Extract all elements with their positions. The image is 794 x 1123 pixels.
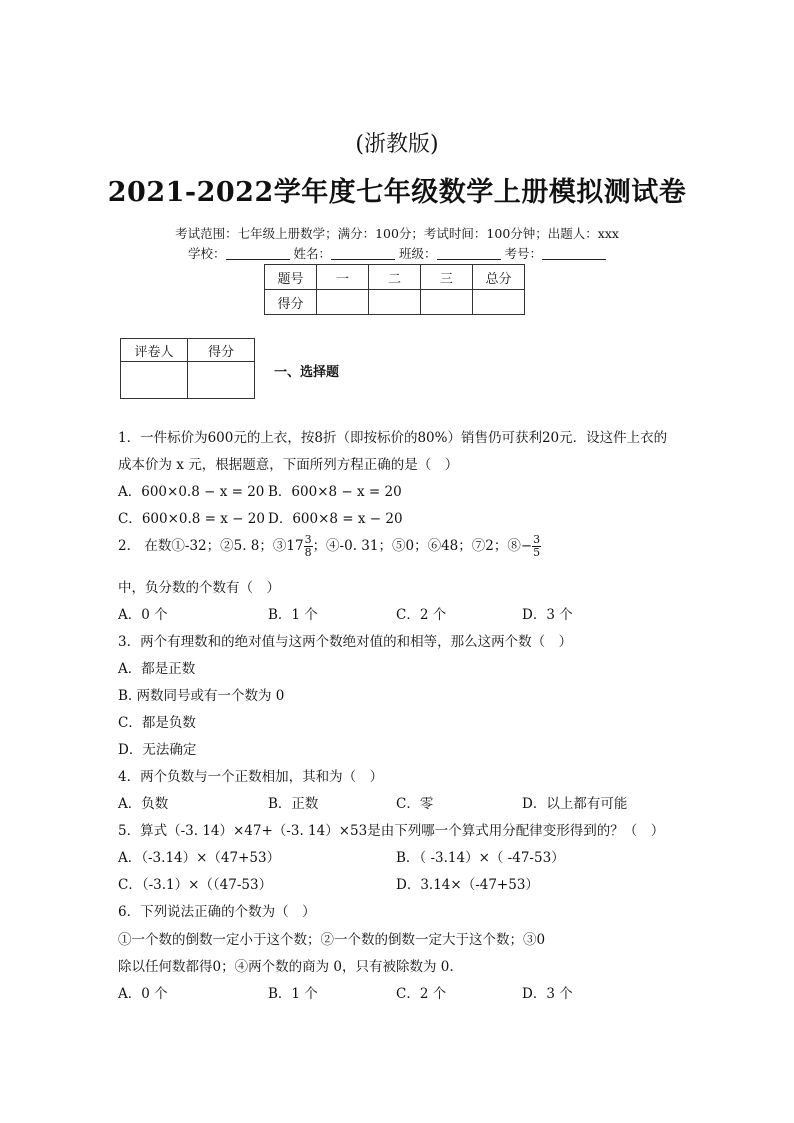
exam-title: 2021-2022学年度七年级数学上册模拟测试卷 bbox=[107, 177, 687, 208]
q5-option-c[interactable]: C．（-3.1）×（（47-53） bbox=[118, 877, 273, 893]
score-cell[interactable] bbox=[421, 290, 473, 315]
q6-stem: 6．下列说法正确的个数为（ ） bbox=[118, 904, 316, 920]
q2-option-d[interactable]: D．3 个 bbox=[522, 607, 573, 623]
q6-stem-line2: ①一个数的倒数一定小于这个数；②一个数的倒数一定大于这个数；③0 bbox=[118, 932, 546, 948]
grader-header-cell: 评卷人 bbox=[121, 339, 188, 362]
score-header-cell: 三 bbox=[421, 265, 473, 290]
q3-option-c[interactable]: C．都是负数 bbox=[118, 715, 196, 731]
q3-stem: 3．两个有理数和的绝对值与这两个数绝对值的和相等，那么这两个数（ ） bbox=[118, 634, 573, 650]
q2-option-b[interactable]: B．1 个 bbox=[268, 607, 318, 623]
q4-option-a[interactable]: A．负数 bbox=[118, 796, 169, 812]
grader-score-cell[interactable] bbox=[188, 362, 255, 399]
q3-option-b[interactable]: B. 两数同号或有一个数为 0 bbox=[118, 688, 285, 704]
grader-table bbox=[120, 338, 255, 399]
q5-option-d[interactable]: D．3.14×（-47+53） bbox=[396, 877, 539, 893]
q3-option-d[interactable]: D．无法确定 bbox=[118, 742, 197, 758]
q5-option-a[interactable]: A．（-3.14）×（47+53） bbox=[118, 850, 281, 866]
q1-option-c[interactable]: C．600×0.8 = x − 20 bbox=[118, 511, 265, 527]
section-title: 一、选择题 bbox=[274, 365, 340, 380]
class-label: 班级： bbox=[398, 246, 437, 261]
q2-fraction-1-numerator: 3 bbox=[304, 533, 312, 546]
q4-option-b[interactable]: B．正数 bbox=[268, 796, 319, 812]
score-header-cell: 二 bbox=[369, 265, 421, 290]
score-header-cell: 总分 bbox=[473, 265, 525, 290]
score-table bbox=[264, 264, 525, 315]
edition-label: (浙教版) bbox=[355, 132, 439, 157]
q1-option-b[interactable]: B．600×8 − x = 20 bbox=[268, 484, 402, 500]
q6-stem-line3: 除以任何数都得0；④两个数的商为 0，只有被除数为 0. bbox=[118, 959, 454, 975]
exam-info-line: 考试范围：七年级上册数学；满分：100分；考试时间：100分钟；出题人：xxx bbox=[175, 226, 619, 241]
grader-input-row bbox=[121, 362, 255, 399]
q1-stem-line1: 1．一件标价为600元的上衣，按8折（即按标价的80%）销售仍可获利20元．设这件上衣的 bbox=[118, 430, 668, 446]
school-label: 学校： bbox=[187, 246, 226, 261]
school-field[interactable] bbox=[226, 247, 290, 260]
q1-option-a[interactable]: A．600×0.8 − x = 20 bbox=[118, 484, 265, 500]
score-header-cell: 题号 bbox=[265, 265, 317, 290]
q1-option-d[interactable]: D．600×8 = x − 20 bbox=[268, 511, 403, 527]
score-header-cell: 一 bbox=[317, 265, 369, 290]
q2-fraction-2 bbox=[532, 534, 541, 559]
name-field[interactable] bbox=[331, 247, 395, 260]
exam-no-label: 考号： bbox=[504, 246, 542, 261]
score-row-label: 得分 bbox=[265, 290, 317, 315]
score-cell[interactable] bbox=[369, 290, 421, 315]
q2-fraction-2-denominator: 5 bbox=[533, 546, 541, 559]
class-field[interactable] bbox=[437, 247, 501, 260]
q4-stem: 4．两个负数与一个正数相加，其和为（ ） bbox=[118, 769, 384, 785]
q2-stem-line2: 中，负分数的个数有（ ） bbox=[118, 580, 280, 596]
grader-header-row bbox=[121, 339, 255, 362]
q5-stem: 5．算式（-3. 14）×47+（-3. 14）×53是由下列哪一个算式用分配律变形得到的？（ ） bbox=[118, 823, 665, 839]
score-table-header-row bbox=[265, 265, 525, 290]
q2-option-a[interactable]: A．0 个 bbox=[118, 607, 168, 623]
q2-stem-middle: ；④-0. 31；⑤0；⑥48；⑦2；⑧− bbox=[312, 538, 533, 554]
q2-fraction-1 bbox=[304, 534, 313, 559]
score-cell[interactable] bbox=[473, 290, 525, 315]
q2-stem bbox=[118, 534, 541, 559]
q6-option-c[interactable]: C．2 个 bbox=[396, 986, 447, 1002]
name-label: 姓名： bbox=[293, 246, 331, 261]
q6-option-b[interactable]: B．1 个 bbox=[268, 986, 318, 1002]
q2-fraction-1-denominator: 8 bbox=[304, 546, 312, 559]
grader-header-cell: 得分 bbox=[188, 339, 255, 362]
q4-option-c[interactable]: C．零 bbox=[396, 796, 434, 812]
q2-fraction-2-numerator: 3 bbox=[533, 533, 541, 546]
q4-option-d[interactable]: D．以上都有可能 bbox=[522, 796, 628, 812]
student-fields bbox=[0, 244, 794, 262]
score-table-score-row bbox=[265, 290, 525, 315]
q5-option-b[interactable]: B．（ -3.14）×（ -47-53） bbox=[396, 850, 565, 866]
q3-option-a[interactable]: A．都是正数 bbox=[118, 661, 196, 677]
grader-cell[interactable] bbox=[121, 362, 188, 399]
q2-stem-prefix: 2． 在数①-32；②5. 8；③17 bbox=[118, 538, 304, 554]
q6-option-a[interactable]: A．0 个 bbox=[118, 986, 168, 1002]
q6-option-d[interactable]: D．3 个 bbox=[522, 986, 573, 1002]
q2-option-c[interactable]: C．2 个 bbox=[396, 607, 447, 623]
score-cell[interactable] bbox=[317, 290, 369, 315]
q1-stem-line2: 成本价为 x 元，根据题意，下面所列方程正确的是（ ） bbox=[118, 457, 459, 473]
exam-no-field[interactable] bbox=[542, 247, 606, 260]
